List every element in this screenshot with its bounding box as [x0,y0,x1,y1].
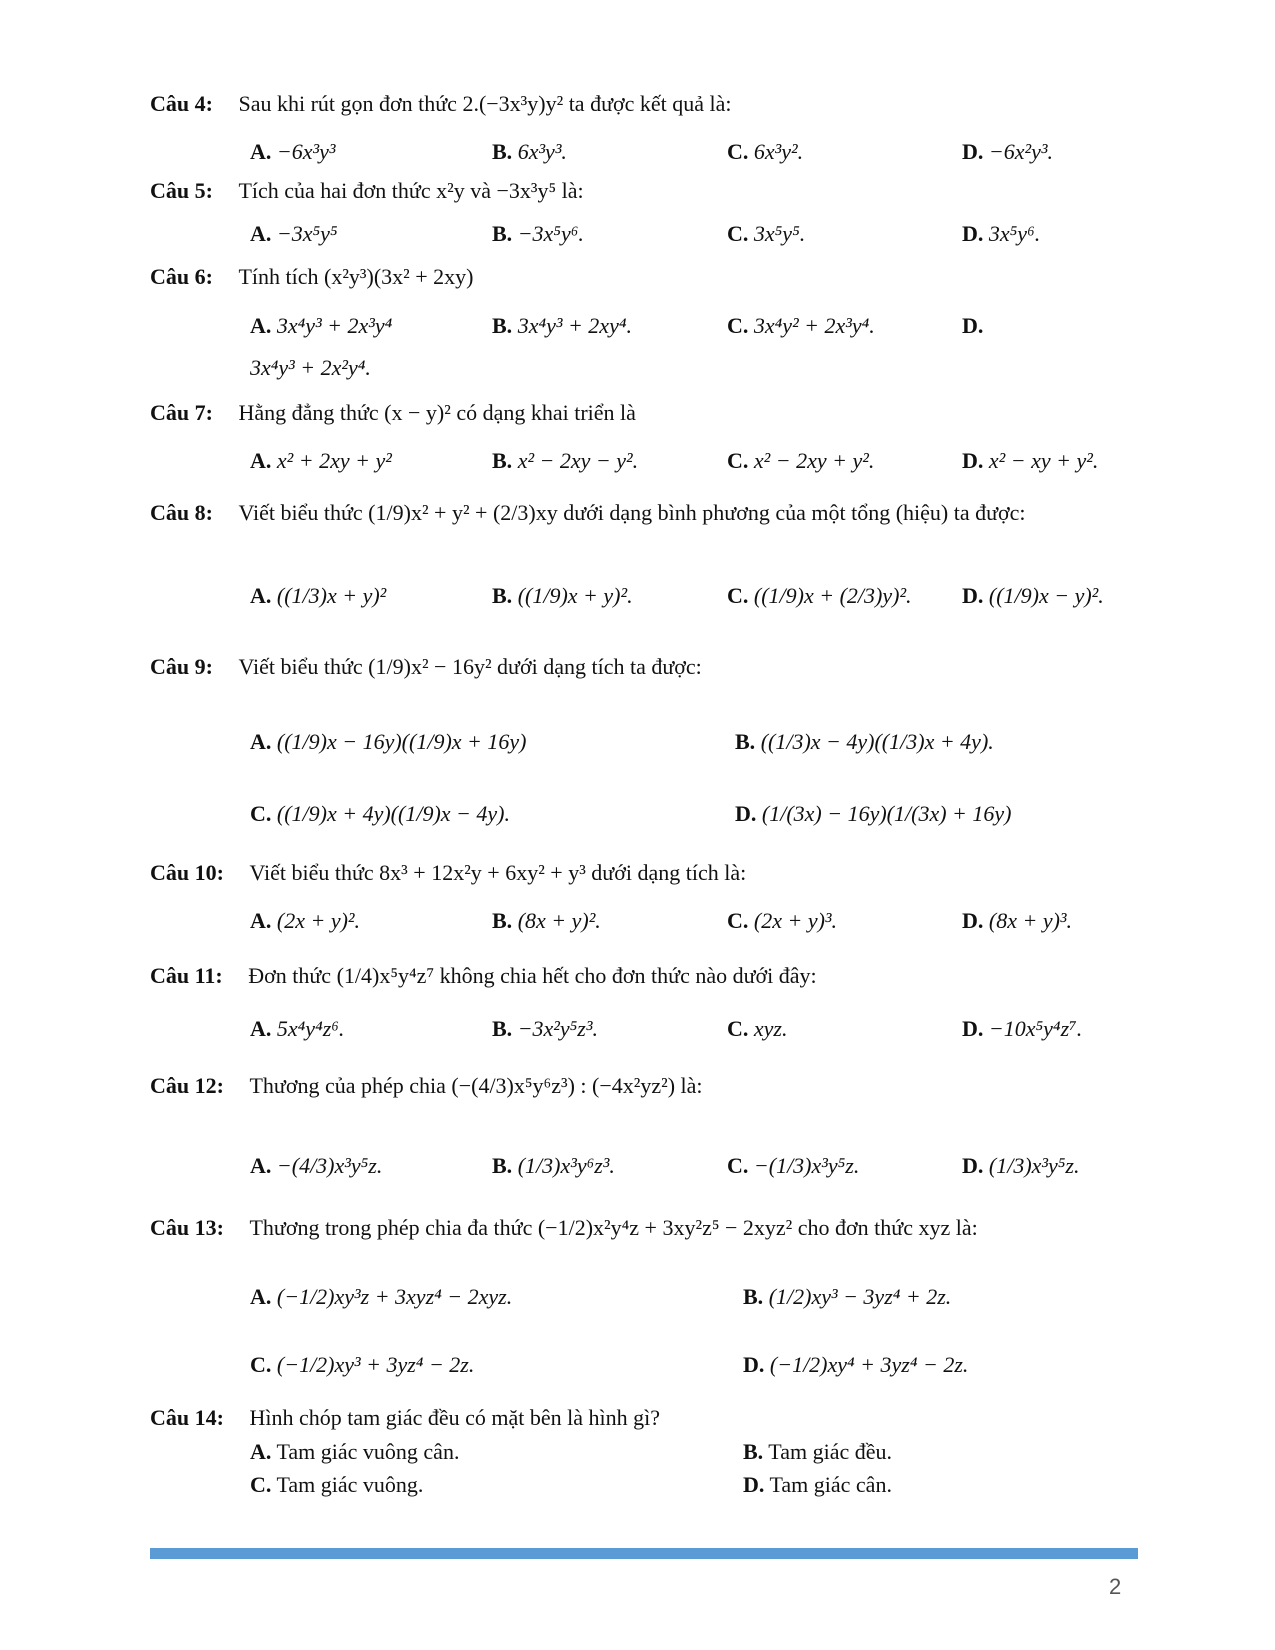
option-d: D. −10x⁵y⁴z⁷. [962,1016,1083,1041]
question-5 [150,178,584,204]
option-c: C. (2x + y)³. [727,908,838,933]
question-11 [150,963,817,989]
option-d: D. (−1/2)xy⁴ + 3yz⁴ − 2z. [743,1352,969,1377]
option-b: B. −3x⁵y⁶. [492,221,584,246]
option-b: B. −3x²y⁵z³. [492,1016,598,1041]
option-d: D. [962,313,984,338]
question-6 [150,264,474,290]
option-b: B. 6x³y³. [492,139,567,164]
question-label: Câu 9: [150,654,213,679]
option-a: A. −3x⁵y⁵ [250,221,338,246]
question-text: Hình chóp tam giác đều có mặt bên là hình gì? [249,1405,660,1430]
option-b: B. x² − 2xy − y². [492,448,639,473]
question-text: Sau khi rút gọn đơn thức 2.(−3x³y)y² ta được kết quả là: [238,91,732,116]
option-b: B. ((1/9)x + y)². [492,583,633,608]
option-b: B. Tam giác đều. [743,1439,892,1464]
option-c: C. 3x⁵y⁵. [727,221,806,246]
question-label: Câu 12: [150,1073,224,1098]
option-b: B. 3x⁴y³ + 2xy⁴. [492,313,632,338]
question-14 [150,1405,660,1431]
option-a: A. ((1/3)x + y)² [250,583,387,608]
question-label: Câu 14: [150,1405,224,1430]
question-text: Đơn thức (1/4)x⁵y⁴z⁷ không chia hết cho đơn thức nào dưới đây: [248,963,817,988]
question-4 [150,91,732,117]
option-a: A. (−1/2)xy³z + 3xyz⁴ − 2xyz. [250,1284,513,1309]
option-c: C. Tam giác vuông. [250,1472,424,1497]
option-b: B. (8x + y)². [492,908,601,933]
question-label: Câu 11: [150,963,223,988]
option-b: B. ((1/3)x − 4y)((1/3)x + 4y). [735,729,994,754]
question-label: Câu 6: [150,264,213,289]
option-d-continuation: 3x⁴y³ + 2x²y⁴. [250,355,371,380]
question-label: Câu 13: [150,1215,224,1240]
question-9 [150,654,702,680]
option-d: D. x² − xy + y². [962,448,1099,473]
question-8 [150,500,1026,526]
option-a: A. (2x + y)². [250,908,361,933]
option-c: C. x² − 2xy + y². [727,448,875,473]
question-13 [150,1215,978,1241]
question-text: Viết biểu thức (1/9)x² + y² + (2/3)xy dưới dạng bình phương của một tổng (hiệu) ta được: [238,500,1026,525]
question-label: Câu 8: [150,500,213,525]
question-text: Viết biểu thức 8x³ + 12x²y + 6xy² + y³ dưới dạng tích là: [249,860,747,885]
option-b: B. (1/2)xy³ − 3yz⁴ + 2z. [743,1284,952,1309]
option-a: A. −6x³y³ [250,139,336,164]
option-a: A. 5x⁴y⁴z⁶. [250,1016,345,1041]
option-c: C. ((1/9)x + 4y)((1/9)x − 4y). [250,801,510,826]
question-text: Tính tích (x²y³)(3x² + 2xy) [238,264,474,289]
option-c: C. ((1/9)x + (2/3)y)². [727,583,912,608]
question-7 [150,400,636,426]
option-c: C. −(1/3)x³y⁵z. [727,1153,860,1178]
option-a: A. −(4/3)x³y⁵z. [250,1153,383,1178]
option-d: D. (8x + y)³. [962,908,1073,933]
question-text: Tích của hai đơn thức x²y và −3x³y⁵ là: [238,178,584,203]
option-d: D. (1/(3x) − 16y)(1/(3x) + 16y) [735,801,1012,826]
option-a: A. 3x⁴y³ + 2x³y⁴ [250,313,393,338]
question-10 [150,860,746,886]
option-d: D. (1/3)x³y⁵z. [962,1153,1080,1178]
question-text: Thương của phép chia (−(4/3)x⁵y⁶z³) : (−4x²yz²) là: [249,1073,703,1098]
question-label: Câu 10: [150,860,224,885]
question-text: Viết biểu thức (1/9)x² − 16y² dưới dạng tích ta được: [238,654,702,679]
option-c: C. 6x³y². [727,139,804,164]
page-number: 2 [1109,1574,1122,1599]
footer-divider-bar [150,1548,1138,1559]
option-c: C. xyz. [727,1016,788,1041]
option-b: B. (1/3)x³y⁶z³. [492,1153,615,1178]
option-c: C. 3x⁴y² + 2x³y⁴. [727,313,875,338]
question-label: Câu 7: [150,400,213,425]
question-12 [150,1073,703,1099]
option-c: C. (−1/2)xy³ + 3yz⁴ − 2z. [250,1352,475,1377]
option-d: D. Tam giác cân. [743,1472,892,1497]
question-text: Hằng đẳng thức (x − y)² có dạng khai triển là [238,400,636,425]
option-d: D. 3x⁵y⁶. [962,221,1041,246]
question-label: Câu 4: [150,91,213,116]
question-text: Thương trong phép chia đa thức (−1/2)x²y⁴z + 3xy²z⁵ − 2xyz² cho đơn thức xyz là: [249,1215,978,1240]
option-a: A. Tam giác vuông cân. [250,1439,460,1464]
option-a: A. x² + 2xy + y² [250,448,392,473]
option-a: A. ((1/9)x − 16y)((1/9)x + 16y) [250,729,527,754]
option-d: D. ((1/9)x − y)². [962,583,1104,608]
option-d: D. −6x²y³. [962,139,1053,164]
question-label: Câu 5: [150,178,213,203]
